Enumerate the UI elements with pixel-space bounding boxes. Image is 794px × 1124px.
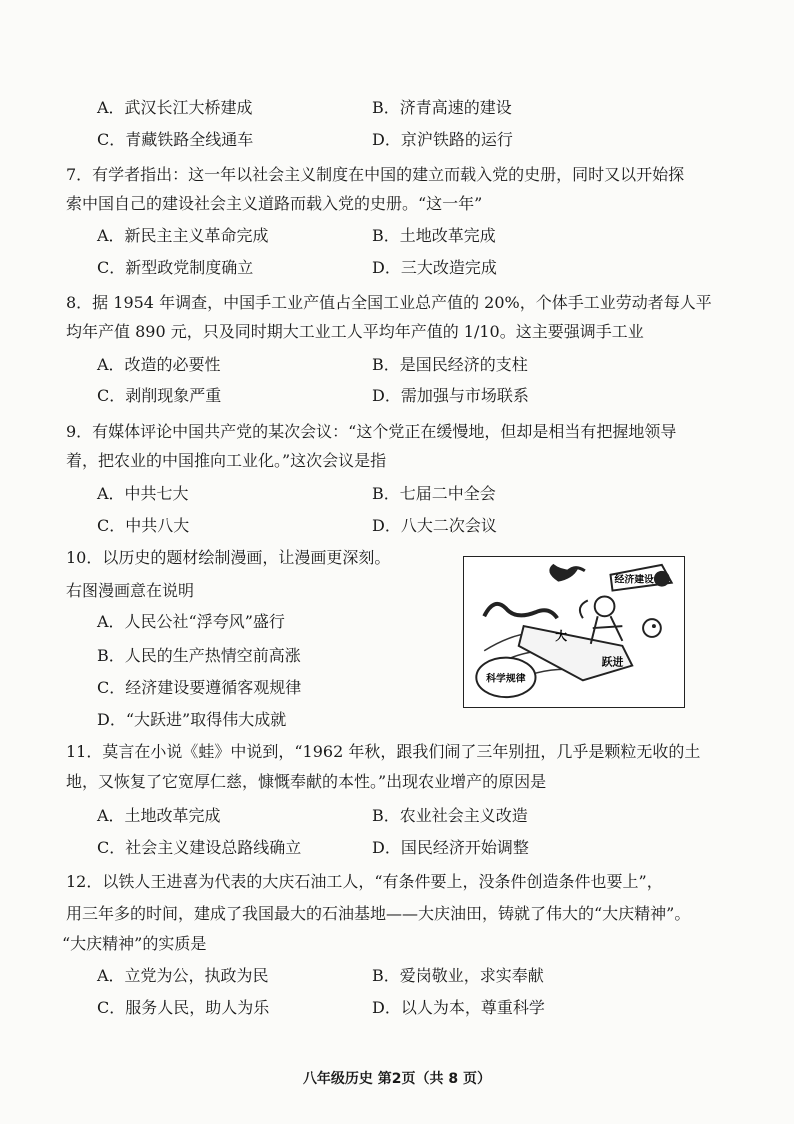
q11-option-d: D．国民经济开始调整 <box>372 838 529 857</box>
q8-option-d: D．需加强与市场联系 <box>372 386 529 405</box>
q12-stem-line3: “大庆精神”的实质是 <box>62 934 207 953</box>
q6-option-b: B．济青高速的建设 <box>372 98 512 117</box>
q12-stem-line2: 用三年多的时间，建成了我国最大的石油基地——大庆油田，铸就了伟大的“大庆精神”。 <box>66 904 691 923</box>
q6-option-a: A．武汉长江大桥建成 <box>97 98 253 117</box>
q9-option-a: A．中共七大 <box>97 484 189 503</box>
q8-stem-line1: 8．据 1954 年调查，中国手工业产值占全国工业总产值的 20%，个体手工业劳动者每人平 <box>66 293 712 312</box>
q6-option-c: C．青藏铁路全线通车 <box>97 130 254 149</box>
great-leap-cartoon <box>463 556 685 708</box>
cartoon-label-banner: 经济建设 <box>614 574 654 586</box>
q11-option-c: C．社会主义建设总路线确立 <box>97 838 302 857</box>
q12-stem-line1: 12．以铁人王进喜为代表的大庆石油工人，“有条件要上，没条件创造条件也要上”， <box>66 872 663 891</box>
q8-option-c: C．剥削现象严重 <box>97 386 222 405</box>
rider-head-icon <box>595 596 615 616</box>
q8-option-b: B．是国民经济的支柱 <box>372 355 528 374</box>
q9-stem-line2: 着，把农业的中国推向工业化。”这次会议是指 <box>66 451 387 470</box>
q8-option-a: A．改造的必要性 <box>97 355 221 374</box>
page-footer: 八年级历史 第2页（共 8 页） <box>302 1071 492 1087</box>
q12-option-d: D．以人为本，尊重科学 <box>372 998 545 1017</box>
q9-option-b: B．七届二中全会 <box>372 484 496 503</box>
q11-stem-line2: 地，又恢复了它宽厚仁慈，慷慨奉献的本性。”出现农业增产的原因是 <box>66 772 547 791</box>
q9-option-c: C．中共八大 <box>97 516 190 535</box>
q7-option-a: A．新民主主义革命完成 <box>97 226 269 245</box>
cartoon-label-ball: 科学规律 <box>486 673 526 685</box>
cartoon-drawing <box>464 557 684 707</box>
q12-option-a: A．立党为公，执政为民 <box>97 966 269 985</box>
q10-option-b: B．人民的生产热情空前高涨 <box>97 646 301 665</box>
q7-option-c: C．新型政党制度确立 <box>97 258 254 277</box>
q7-stem-line1: 7．有学者指出：这一年以社会主义制度在中国的建立而载入党的史册，同时又以开始探 <box>66 165 685 184</box>
q9-option-d: D．八大二次会议 <box>372 516 497 535</box>
q8-stem-line2: 均年产值 890 元，只及同时期大工业工人平均年产值的 1/10。这主要强调手工业 <box>66 322 644 341</box>
q10-stem-line1: 10．以历史的题材绘制漫画，让漫画更深刻。 <box>66 548 391 567</box>
q11-stem-line1: 11．莫言在小说《蛙》中说到，“1962 年秋，跟我们闹了三年别扭，几乎是颗粒无收的土 <box>66 742 701 761</box>
q10-option-c: C．经济建设要遵循客观规律 <box>97 678 302 697</box>
q11-option-b: B．农业社会主义改造 <box>372 806 528 825</box>
q7-option-d: D．三大改造完成 <box>372 258 497 277</box>
cartoon-label-yuejin: 跃进 <box>601 655 624 669</box>
q7-option-b: B．土地改革完成 <box>372 226 496 245</box>
q12-option-b: B．爱岗敬业，求实奉献 <box>372 966 544 985</box>
q6-option-d: D．京沪铁路的运行 <box>372 130 513 149</box>
cartoon-label-da: 大 <box>555 628 568 643</box>
q12-option-c: C．服务人民，助人为乐 <box>97 998 270 1017</box>
q9-stem-line1: 9．有媒体评论中国共产党的某次会议：“这个党正在缓慢地，但却是相当有把握地领导 <box>66 422 677 441</box>
q7-stem-line2: 索中国自己的建设社会主义道路而载入党的史册。“这一年” <box>66 194 483 213</box>
q10-option-d: D．“大跃进”取得伟大成就 <box>97 710 287 729</box>
q10-stem-line2: 右图漫画意在说明 <box>66 581 195 600</box>
q11-option-a: A．土地改革完成 <box>97 806 221 825</box>
q10-option-a: A．人民公社“浮夸风”盛行 <box>97 612 285 631</box>
